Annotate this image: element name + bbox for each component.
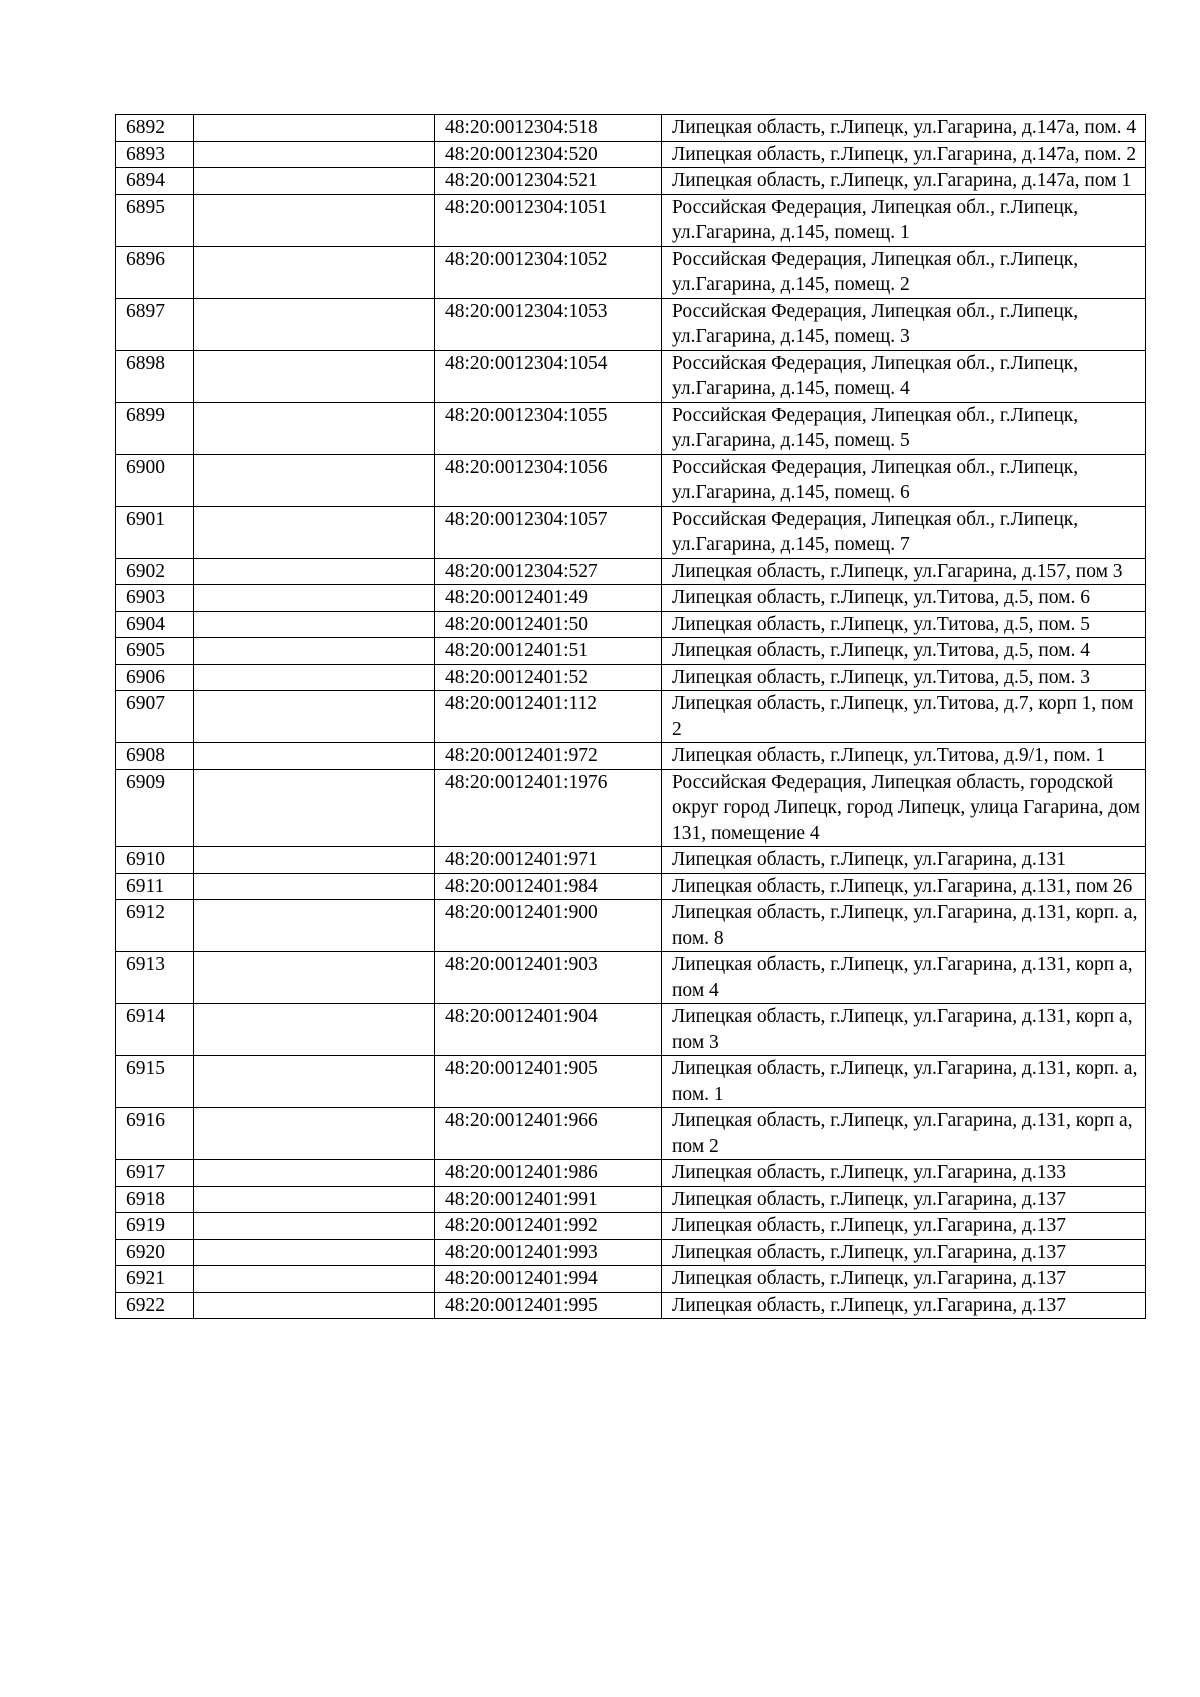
empty-cell	[194, 691, 435, 743]
table-row	[116, 1292, 1146, 1319]
row-number-cell: 6915	[116, 1056, 194, 1108]
row-number-cell: 6919	[116, 1213, 194, 1240]
address-cell: Липецкая область, г.Липецк, ул.Титова, д.5, пом. 5	[662, 611, 1146, 638]
cadastral-number-cell: 48:20:0012401:900	[435, 900, 662, 952]
empty-cell	[194, 611, 435, 638]
row-number-cell: 6908	[116, 743, 194, 770]
row-number-cell: 6894	[116, 168, 194, 195]
address-cell: Липецкая область, г.Липецк, ул.Титова, д.5, пом. 6	[662, 585, 1146, 612]
address-cell: Российская Федерация, Липецкая обл., г.Липецк, ул.Гагарина, д.145, помещ. 5	[662, 402, 1146, 454]
row-number-cell: 6918	[116, 1186, 194, 1213]
table-row	[116, 1004, 1146, 1056]
table-row	[116, 691, 1146, 743]
cadastral-number-cell: 48:20:0012401:52	[435, 664, 662, 691]
address-cell: Липецкая область, г.Липецк, ул.Гагарина, д.131	[662, 847, 1146, 874]
address-cell: Липецкая область, г.Липецк, ул.Титова, д.9/1, пом. 1	[662, 743, 1146, 770]
table-row	[116, 873, 1146, 900]
table-row	[116, 298, 1146, 350]
table-row	[116, 611, 1146, 638]
address-cell: Липецкая область, г.Липецк, ул.Титова, д.5, пом. 4	[662, 638, 1146, 665]
cadastral-number-cell: 48:20:0012401:903	[435, 952, 662, 1004]
address-cell: Липецкая область, г.Липецк, ул.Гагарина, д.137	[662, 1292, 1146, 1319]
address-cell: Липецкая область, г.Липецк, ул.Гагарина, д.131, корп. а, пом. 1	[662, 1056, 1146, 1108]
empty-cell	[194, 350, 435, 402]
cadastral-number-cell: 48:20:0012401:991	[435, 1186, 662, 1213]
cadastral-number-cell: 48:20:0012401:995	[435, 1292, 662, 1319]
cadastral-number-cell: 48:20:0012401:112	[435, 691, 662, 743]
empty-cell	[194, 1160, 435, 1187]
cadastral-number-cell: 48:20:0012401:972	[435, 743, 662, 770]
row-number-cell: 6920	[116, 1239, 194, 1266]
cadastral-number-cell: 48:20:0012304:1056	[435, 454, 662, 506]
table-row	[116, 952, 1146, 1004]
empty-cell	[194, 743, 435, 770]
table-row	[116, 350, 1146, 402]
empty-cell	[194, 1056, 435, 1108]
row-number-cell: 6895	[116, 194, 194, 246]
address-cell: Российская Федерация, Липецкая обл., г.Липецк, ул.Гагарина, д.145, помещ. 6	[662, 454, 1146, 506]
address-cell: Липецкая область, г.Липецк, ул.Гагарина, д.137	[662, 1266, 1146, 1293]
table-row	[116, 246, 1146, 298]
registry-table-body	[116, 115, 1146, 1319]
table-row	[116, 506, 1146, 558]
table-row	[116, 1213, 1146, 1240]
address-cell: Липецкая область, г.Липецк, ул.Гагарина, д.131, корп а, пом 3	[662, 1004, 1146, 1056]
empty-cell	[194, 1292, 435, 1319]
cadastral-number-cell: 48:20:0012304:1057	[435, 506, 662, 558]
empty-cell	[194, 402, 435, 454]
row-number-cell: 6912	[116, 900, 194, 952]
address-cell: Липецкая область, г.Липецк, ул.Гагарина, д.137	[662, 1213, 1146, 1240]
empty-cell	[194, 769, 435, 847]
cadastral-number-cell: 48:20:0012401:966	[435, 1108, 662, 1160]
cadastral-number-cell: 48:20:0012401:904	[435, 1004, 662, 1056]
cadastral-number-cell: 48:20:0012401:1976	[435, 769, 662, 847]
empty-cell	[194, 585, 435, 612]
cadastral-number-cell: 48:20:0012304:1052	[435, 246, 662, 298]
empty-cell	[194, 506, 435, 558]
address-cell: Липецкая область, г.Липецк, ул.Гагарина, д.137	[662, 1186, 1146, 1213]
address-cell: Российская Федерация, Липецкая обл., г.Липецк, ул.Гагарина, д.145, помещ. 7	[662, 506, 1146, 558]
address-cell: Липецкая область, г.Липецк, ул.Гагарина, д.157, пом 3	[662, 558, 1146, 585]
address-cell: Липецкая область, г.Липецк, ул.Гагарина, д.147а, пом 1	[662, 168, 1146, 195]
table-row	[116, 1056, 1146, 1108]
table-row	[116, 769, 1146, 847]
cadastral-number-cell: 48:20:0012401:971	[435, 847, 662, 874]
cadastral-number-cell: 48:20:0012304:1051	[435, 194, 662, 246]
address-cell: Липецкая область, г.Липецк, ул.Гагарина, д.133	[662, 1160, 1146, 1187]
table-row	[116, 558, 1146, 585]
cadastral-number-cell: 48:20:0012304:527	[435, 558, 662, 585]
empty-cell	[194, 168, 435, 195]
row-number-cell: 6911	[116, 873, 194, 900]
empty-cell	[194, 638, 435, 665]
cadastral-number-cell: 48:20:0012401:49	[435, 585, 662, 612]
row-number-cell: 6909	[116, 769, 194, 847]
table-row	[116, 194, 1146, 246]
row-number-cell: 6897	[116, 298, 194, 350]
registry-table	[115, 114, 1146, 1319]
empty-cell	[194, 194, 435, 246]
empty-cell	[194, 952, 435, 1004]
table-row	[116, 743, 1146, 770]
cadastral-number-cell: 48:20:0012401:993	[435, 1239, 662, 1266]
row-number-cell: 6906	[116, 664, 194, 691]
row-number-cell: 6898	[116, 350, 194, 402]
table-row	[116, 585, 1146, 612]
row-number-cell: 6892	[116, 115, 194, 142]
empty-cell	[194, 1004, 435, 1056]
empty-cell	[194, 298, 435, 350]
cadastral-number-cell: 48:20:0012304:521	[435, 168, 662, 195]
address-cell: Липецкая область, г.Липецк, ул.Гагарина, д.131, корп а, пом 2	[662, 1108, 1146, 1160]
row-number-cell: 6921	[116, 1266, 194, 1293]
empty-cell	[194, 246, 435, 298]
empty-cell	[194, 141, 435, 168]
row-number-cell: 6900	[116, 454, 194, 506]
cadastral-number-cell: 48:20:0012401:992	[435, 1213, 662, 1240]
cadastral-number-cell: 48:20:0012304:518	[435, 115, 662, 142]
address-cell: Липецкая область, г.Липецк, ул.Титова, д.7, корп 1, пом 2	[662, 691, 1146, 743]
table-row	[116, 847, 1146, 874]
row-number-cell: 6903	[116, 585, 194, 612]
row-number-cell: 6922	[116, 1292, 194, 1319]
row-number-cell: 6905	[116, 638, 194, 665]
address-cell: Липецкая область, г.Липецк, ул.Гагарина, д.147а, пом. 4	[662, 115, 1146, 142]
empty-cell	[194, 1186, 435, 1213]
row-number-cell: 6916	[116, 1108, 194, 1160]
row-number-cell: 6899	[116, 402, 194, 454]
empty-cell	[194, 664, 435, 691]
row-number-cell: 6910	[116, 847, 194, 874]
row-number-cell: 6907	[116, 691, 194, 743]
row-number-cell: 6917	[116, 1160, 194, 1187]
table-row	[116, 402, 1146, 454]
address-cell: Липецкая область, г.Липецк, ул.Гагарина, д.131, корп. а, пом. 8	[662, 900, 1146, 952]
empty-cell	[194, 115, 435, 142]
cadastral-number-cell: 48:20:0012401:905	[435, 1056, 662, 1108]
table-row	[116, 1266, 1146, 1293]
empty-cell	[194, 454, 435, 506]
row-number-cell: 6896	[116, 246, 194, 298]
table-row	[116, 168, 1146, 195]
empty-cell	[194, 1239, 435, 1266]
empty-cell	[194, 873, 435, 900]
row-number-cell: 6901	[116, 506, 194, 558]
address-cell: Липецкая область, г.Липецк, ул.Гагарина, д.147а, пом. 2	[662, 141, 1146, 168]
empty-cell	[194, 1108, 435, 1160]
table-row	[116, 664, 1146, 691]
table-row	[116, 1108, 1146, 1160]
address-cell: Российская Федерация, Липецкая область, городской округ город Липецк, город Липецк, улица Гагарина, дом 131, помещение 4	[662, 769, 1146, 847]
row-number-cell: 6914	[116, 1004, 194, 1056]
cadastral-number-cell: 48:20:0012304:1055	[435, 402, 662, 454]
cadastral-number-cell: 48:20:0012401:984	[435, 873, 662, 900]
cadastral-number-cell: 48:20:0012304:1054	[435, 350, 662, 402]
address-cell: Липецкая область, г.Липецк, ул.Гагарина, д.131, пом 26	[662, 873, 1146, 900]
empty-cell	[194, 1266, 435, 1293]
table-row	[116, 638, 1146, 665]
row-number-cell: 6904	[116, 611, 194, 638]
address-cell: Липецкая область, г.Липецк, ул.Титова, д.5, пом. 3	[662, 664, 1146, 691]
empty-cell	[194, 847, 435, 874]
table-row	[116, 1186, 1146, 1213]
cadastral-number-cell: 48:20:0012304:1053	[435, 298, 662, 350]
cadastral-number-cell: 48:20:0012401:50	[435, 611, 662, 638]
empty-cell	[194, 558, 435, 585]
table-row	[116, 141, 1146, 168]
row-number-cell: 6913	[116, 952, 194, 1004]
row-number-cell: 6902	[116, 558, 194, 585]
table-row	[116, 454, 1146, 506]
address-cell: Российская Федерация, Липецкая обл., г.Липецк, ул.Гагарина, д.145, помещ. 3	[662, 298, 1146, 350]
address-cell: Липецкая область, г.Липецк, ул.Гагарина, д.137	[662, 1239, 1146, 1266]
cadastral-number-cell: 48:20:0012401:986	[435, 1160, 662, 1187]
address-cell: Российская Федерация, Липецкая обл., г.Липецк, ул.Гагарина, д.145, помещ. 4	[662, 350, 1146, 402]
table-row	[116, 1160, 1146, 1187]
cadastral-number-cell: 48:20:0012304:520	[435, 141, 662, 168]
row-number-cell: 6893	[116, 141, 194, 168]
empty-cell	[194, 900, 435, 952]
empty-cell	[194, 1213, 435, 1240]
table-row	[116, 115, 1146, 142]
address-cell: Российская Федерация, Липецкая обл., г.Липецк, ул.Гагарина, д.145, помещ. 1	[662, 194, 1146, 246]
cadastral-number-cell: 48:20:0012401:51	[435, 638, 662, 665]
cadastral-number-cell: 48:20:0012401:994	[435, 1266, 662, 1293]
table-row	[116, 1239, 1146, 1266]
address-cell: Российская Федерация, Липецкая обл., г.Липецк, ул.Гагарина, д.145, помещ. 2	[662, 246, 1146, 298]
table-row	[116, 900, 1146, 952]
address-cell: Липецкая область, г.Липецк, ул.Гагарина, д.131, корп а, пом 4	[662, 952, 1146, 1004]
